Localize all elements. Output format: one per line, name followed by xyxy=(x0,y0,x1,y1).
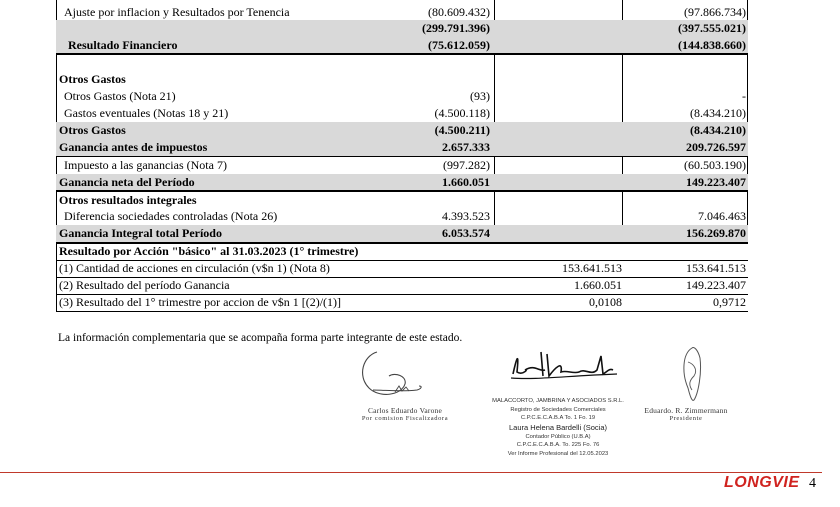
signature-bardelli-icon xyxy=(505,346,625,386)
table-row: (1) Cantidad de acciones en circulación (v$n 1) (Nota 8) 153.641.513 153.641.513 xyxy=(59,261,746,275)
table-row: Resultado Financiero (75.612.059) (144.838.660) xyxy=(56,37,748,54)
signature-zimmermann-icon xyxy=(676,344,712,406)
table-row: Otros Gastos (Nota 21) (93) - xyxy=(64,89,746,103)
table-row: Ajuste por inflacion y Resultados por Tenencia (80.609.432) (97.866.734) xyxy=(64,5,746,19)
table-row: (299.791.396) (397.555.021) xyxy=(56,20,748,37)
table-row: Ganancia Integral total Período 6.053.574 156.269.870 xyxy=(56,225,748,242)
signature-varone-icon xyxy=(355,346,435,402)
brand-logo: LONGVIE xyxy=(724,474,800,491)
table-row: Otros Gastos (4.500.211) (8.434.210) xyxy=(56,122,748,139)
section-heading: Otros Gastos xyxy=(59,72,126,86)
signature-block-right: Eduardo. R. Zimmermann Presidente xyxy=(644,406,728,422)
table-row: Diferencia sociedades controladas (Nota 26) 4.393.523 7.046.463 xyxy=(64,209,746,223)
table-row: Impuesto a las ganancias (Nota 7) (997.282) (60.503.190) xyxy=(64,158,746,172)
table-row: Gastos eventuales (Notas 18 y 21) (4.500.118) (8.434.210) xyxy=(64,106,746,120)
section-heading: Resultado por Acción "básico" al 31.03.2023 (1° trimestre) xyxy=(59,244,359,258)
row-rule xyxy=(56,311,748,312)
footnote: La información complementaria que se acompaña forma parte integrante de este estado. xyxy=(58,332,463,344)
footer-rule xyxy=(0,472,822,473)
table-row: (3) Resultado del 1° trimestre por accion de v$n 1 [(2)/(1)] 0,0108 0,9712 xyxy=(59,295,746,309)
table-row: (2) Resultado del período Ganancia 1.660.051 149.223.407 xyxy=(59,278,746,292)
section-heading: Otros resultados integrales xyxy=(59,193,197,207)
row-rule xyxy=(56,53,748,55)
page-number: 4 xyxy=(809,476,816,491)
table-row: Ganancia antes de impuestos 2.657.333 209.726.597 xyxy=(56,139,748,156)
table-row: Ganancia neta del Período 1.660.051 149.223.407 xyxy=(56,174,748,191)
signature-block-left: Carlos Eduardo Varone Por comision Fiscalizadora xyxy=(361,406,449,422)
auditor-block: MALACCORTO, JAMBRINA Y ASOCIADOS S.R.L. Registro de Sociedades Comerciales C.P.C.E.C.A.B.A To. 1 Fo. 19 Laura Helena Bardelli (Socia) Contador Público (U.B.A) C.P.C.E.C.A.B.A. To. 225 Fo. 76 Ver Informe Profesional del 12.05.2023 xyxy=(492,398,624,457)
